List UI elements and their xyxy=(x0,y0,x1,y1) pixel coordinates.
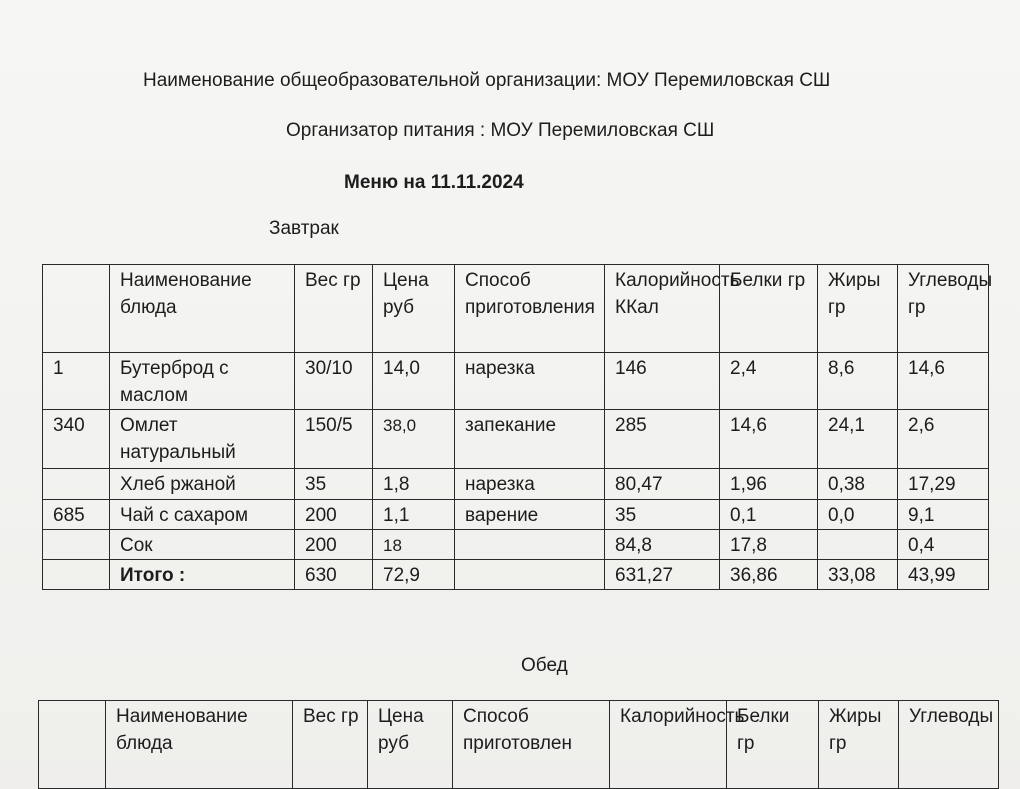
column-header-no xyxy=(43,265,110,353)
cell-weight: 200 xyxy=(295,530,373,560)
column-header-dish: Наименование блюда xyxy=(110,265,295,353)
cell-no: 1 xyxy=(43,353,110,410)
breakfast-table xyxy=(42,264,993,590)
cell-carbs: 9,1 xyxy=(898,500,989,530)
column-header-kcal: Калорийность xyxy=(610,701,727,789)
cell-carbs: 17,29 xyxy=(898,469,989,500)
lunch-title: Обед xyxy=(521,655,568,676)
column-header-method: Способ приготовлен xyxy=(453,701,610,789)
cell-weight: 200 xyxy=(295,500,373,530)
cell-fat xyxy=(818,530,898,560)
table-row xyxy=(43,353,989,410)
lunch-header-row xyxy=(39,701,999,789)
cell-method xyxy=(455,530,605,560)
total-carbs: 43,99 xyxy=(898,560,989,590)
breakfast-title: Завтрак xyxy=(269,218,339,239)
total-protein: 36,86 xyxy=(720,560,818,590)
organization-line: Наименование общеобразовательной организации: МОУ Перемиловская СШ xyxy=(143,70,831,91)
cell-weight: 150/5 xyxy=(295,410,373,469)
total-price: 72,9 xyxy=(373,560,455,590)
table-row xyxy=(43,469,989,500)
cell-protein: 2,4 xyxy=(720,353,818,410)
cell-no xyxy=(43,530,110,560)
column-header-price: Цена руб xyxy=(368,701,453,789)
total-label: Итого : xyxy=(110,560,295,590)
cell-method: нарезка xyxy=(455,469,605,500)
cell-price: 1,1 xyxy=(373,500,455,530)
cell-no: 685 xyxy=(43,500,110,530)
column-header-fat: Жиры гр xyxy=(819,701,899,789)
column-header-dish: Наименование блюда xyxy=(106,701,293,789)
cell-dish: Бутерброд с маслом xyxy=(110,353,295,410)
cell-fat: 24,1 xyxy=(818,410,898,469)
total-fat: 33,08 xyxy=(818,560,898,590)
cell-carbs: 14,6 xyxy=(898,353,989,410)
cell-kcal: 285 xyxy=(605,410,720,469)
cell-kcal: 146 xyxy=(605,353,720,410)
lunch-table xyxy=(38,700,999,789)
caterer-line: Организатор питания : МОУ Перемиловская СШ xyxy=(286,120,715,141)
cell-price: 18 xyxy=(373,530,455,560)
cell-no xyxy=(43,469,110,500)
column-header-fat: Жиры гр xyxy=(818,265,898,353)
cell-dish: Чай с сахаром xyxy=(110,500,295,530)
total-kcal: 631,27 xyxy=(605,560,720,590)
cell-kcal: 80,47 xyxy=(605,469,720,500)
cell-method: нарезка xyxy=(455,353,605,410)
cell-dish: Омлет натуральный xyxy=(110,410,295,469)
column-header-protein: Белки гр xyxy=(727,701,819,789)
column-header-carbs: Углеводы гр xyxy=(898,265,989,353)
cell-weight: 35 xyxy=(295,469,373,500)
column-header-weight: Вес гр xyxy=(295,265,373,353)
cell-no xyxy=(43,560,110,590)
column-header-price: Цена руб xyxy=(373,265,455,353)
cell-price: 1,8 xyxy=(373,469,455,500)
column-header-no xyxy=(39,701,106,789)
table-row xyxy=(43,410,989,469)
cell-kcal: 84,8 xyxy=(605,530,720,560)
cell-fat: 8,6 xyxy=(818,353,898,410)
cell-price: 38,0 xyxy=(373,410,455,469)
cell-carbs: 2,6 xyxy=(898,410,989,469)
table-row xyxy=(43,500,989,530)
total-row xyxy=(43,560,989,590)
cell-no: 340 xyxy=(43,410,110,469)
column-header-protein: Белки гр xyxy=(720,265,818,353)
cell-kcal: 35 xyxy=(605,500,720,530)
cell-protein: 17,8 xyxy=(720,530,818,560)
column-header-carbs: Углеводы xyxy=(899,701,999,789)
cell-protein: 0,1 xyxy=(720,500,818,530)
total-method xyxy=(455,560,605,590)
cell-protein: 14,6 xyxy=(720,410,818,469)
total-weight: 630 xyxy=(295,560,373,590)
cell-dish: Сок xyxy=(110,530,295,560)
cell-fat: 0,0 xyxy=(818,500,898,530)
column-header-kcal: Калорийность ККал xyxy=(605,265,720,353)
cell-dish: Хлеб ржаной xyxy=(110,469,295,500)
column-header-method: Способ приготовления xyxy=(455,265,605,353)
breakfast-header-row xyxy=(43,265,989,353)
cell-protein: 1,96 xyxy=(720,469,818,500)
cell-method: варение xyxy=(455,500,605,530)
cell-fat: 0,38 xyxy=(818,469,898,500)
cell-carbs: 0,4 xyxy=(898,530,989,560)
column-header-weight: Вес гр xyxy=(293,701,368,789)
menu-date-heading: Меню на 11.11.2024 xyxy=(344,172,524,193)
cell-weight: 30/10 xyxy=(295,353,373,410)
cell-price: 14,0 xyxy=(373,353,455,410)
cell-method: запекание xyxy=(455,410,605,469)
table-row xyxy=(43,530,989,560)
